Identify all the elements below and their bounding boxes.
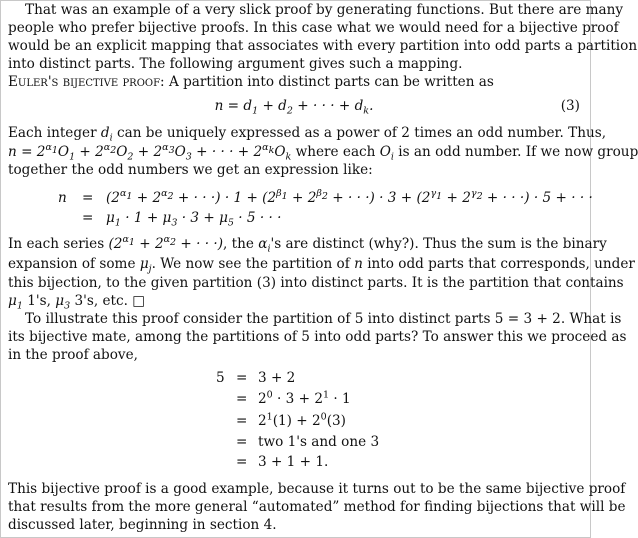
- paragraph-3-line-1: In each series ($2^{\alpha_1} + 2^{\alpha_2}$ + · · ·), the $\alpha_i's$ are distinct (why?). Thus the sum is the binary: [8, 234, 607, 255]
- derivation-eq-5: =: [236, 454, 248, 470]
- paragraph-1-line-1: That was an example of a very slick proof by generating functions. But there are many: [25, 2, 624, 18]
- paragraph-4-line-1: To illustrate this proof consider the partition of 5 into distinct parts 5 = 3 + 2. What is: [25, 311, 622, 327]
- grouped-expression-lhs: n: [58, 190, 67, 206]
- paragraph-2-line-1: Each integer $d_i$ can be uniquely expressed as a power of 2 times an odd number. Thus,: [8, 125, 607, 144]
- qed-symbol: □: [132, 293, 146, 309]
- paragraph-1-line-3: would be an explicit mapping that associates with every partition into odd parts a partition: [8, 38, 638, 54]
- euler-proof-heading: Euler's bijective proof:: [8, 74, 165, 90]
- derivation-step-2: $2^0 \cdot 3 + 2^1 \cdot 1$: [258, 389, 351, 407]
- derivation-step-4: two 1's and one 3: [258, 434, 380, 450]
- paragraph-5-line-3: discussed later, beginning in section 4.: [8, 517, 277, 533]
- paragraph-3-line-3: this bijection, to the given partition (3) into distinct parts. It is the partition that contains: [8, 275, 624, 291]
- paragraph-4-line-2: its bijective mate, among the partitions of 5 into odd parts? To answer this we proceed as: [8, 329, 627, 345]
- derivation-step-1: 3 + 2: [258, 370, 296, 386]
- derivation-step-3: $2^1(1) + 2^0(3)$: [258, 411, 346, 429]
- paragraph-5-line-2: that results from the more general “automated” method for finding bijections that will be: [8, 499, 626, 515]
- grouped-expression-series: ($2^{\alpha_1} + 2^{\alpha_2}$ + · · ·) · $1 + (2^{\beta_1} + 2^{\beta_2}$ + · · ·) · $3 + (2^{\gamma_1} + 2^{\gamma_2}$ + · · ·) · 5 + · · ·: [106, 188, 593, 206]
- derivation-eq-1: =: [236, 370, 248, 386]
- derivation-eq-3: =: [236, 413, 248, 429]
- paragraph-2-line-3: together the odd numbers we get an expression like:: [8, 162, 373, 178]
- grouped-expression-mu: $\mu_1 \cdot 1 + \mu_3 \cdot 3 + \mu_5 \cdot 5$ · · ·: [106, 210, 282, 229]
- paragraph-1-line-4: into distinct parts. The following argument gives such a mapping.: [8, 56, 463, 72]
- paragraph-3-line-2: expansion of some $\mu_j$. We now see the partition of n into odd parts that corresponds, under: [8, 256, 635, 275]
- equation-number: (3): [560, 98, 580, 114]
- paragraph-5-line-1: This bijective proof is a good example, because it turns out to be the same bijective proof: [8, 481, 626, 497]
- derivation-eq-4: =: [236, 434, 248, 450]
- grouped-expression-eq-2: =: [82, 210, 94, 226]
- paragraph-1-line-2: people who prefer bijective proofs. In this case what we would need for a bijective proof: [8, 20, 619, 36]
- grouped-expression-eq-1: =: [82, 190, 94, 206]
- derivation-step-5: 3 + 1 + 1.: [258, 454, 329, 470]
- euler-proof-line: [8, 74, 580, 90]
- paragraph-4-line-3: in the proof above,: [8, 347, 138, 363]
- equation-3: $n = d_1 + d_2$ + · · · + $d_k$.: [214, 98, 374, 117]
- derivation-lhs: 5: [216, 370, 225, 386]
- derivation-eq-2: =: [236, 391, 248, 407]
- math-binary-decomposition: $n = 2^{\alpha_1}O_1 + 2^{\alpha_2}O_2 + 2^{\alpha_3}O_3$ + · · · + $2^{\alpha_k}O_k$: [8, 142, 292, 163]
- paragraph-3-line-4: $\mu_1$ 1's, $\mu_3$ 3's, etc. □: [8, 293, 146, 312]
- paragraph-2-line-2: $n = 2^{\alpha_1}O_1 + 2^{\alpha_2}O_2 + 2^{\alpha_3}O_3$ + · · · + $2^{\alpha_k}O_k$ where each $O_i$ is an odd number. If we now group: [8, 142, 638, 163]
- math-d-i: $d_i$: [100, 125, 113, 144]
- euler-proof-text: A partition into distinct parts can be written as: [168, 74, 494, 90]
